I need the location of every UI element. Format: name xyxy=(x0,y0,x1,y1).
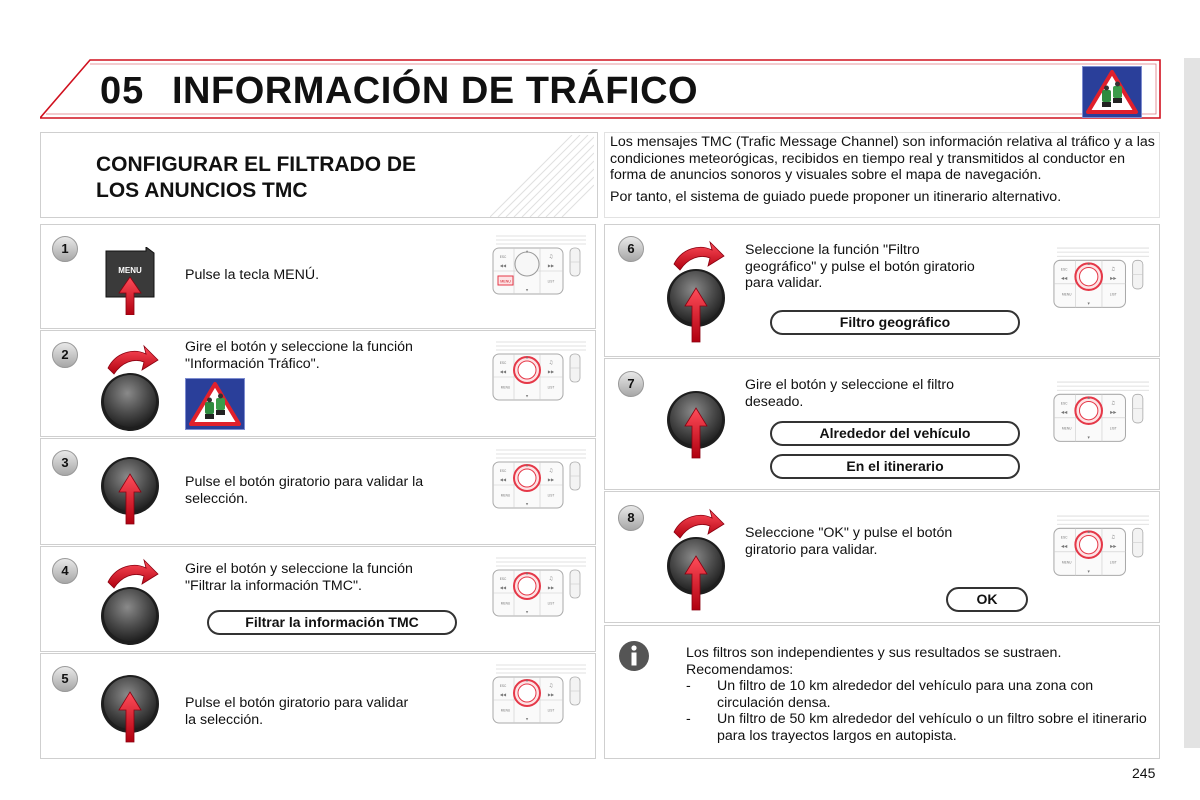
step-number-badge: 3 xyxy=(52,450,78,476)
menu-key-icon xyxy=(104,247,156,315)
svg-text:▲: ▲ xyxy=(525,678,529,682)
svg-text:▶▶: ▶▶ xyxy=(547,263,555,268)
panel-list-label: LIST xyxy=(1109,426,1117,431)
panel-esc-label: ESC xyxy=(1060,267,1068,272)
svg-text:♫: ♫ xyxy=(1110,534,1116,541)
intro-text xyxy=(610,134,1155,205)
svg-text:▼: ▼ xyxy=(1087,569,1090,574)
panel-esc-label: ESC xyxy=(499,684,507,688)
step-number-badge: 2 xyxy=(52,342,78,368)
rotary-knob-icon xyxy=(100,340,164,438)
section-title-line1: CONFIGURAR EL FILTRADO DE xyxy=(96,153,417,176)
info-text xyxy=(686,645,1156,744)
recommendation-item: - Un filtro de 10 km alrededor del vehículo para una zona con circulación densa. xyxy=(686,678,1156,711)
svg-text:▼: ▼ xyxy=(525,288,529,292)
panel-list-label: LIST xyxy=(1109,560,1117,565)
step-6-text xyxy=(745,242,1035,292)
rotary-knob-rotate-press-icon xyxy=(666,504,730,614)
svg-text:▶▶: ▶▶ xyxy=(1110,409,1117,415)
rotary-knob-rotate-press-icon xyxy=(666,236,730,346)
control-panel xyxy=(490,340,592,430)
radio-panel-illustration xyxy=(1050,380,1156,472)
panel-list-label: LIST xyxy=(547,493,555,498)
step-6-line1: Seleccione la función "Filtro xyxy=(745,242,920,258)
svg-text:▶▶: ▶▶ xyxy=(547,369,555,374)
svg-text:◀◀: ◀◀ xyxy=(1061,543,1068,549)
section-title-line2: LOS ANUNCIOS TMC xyxy=(96,179,308,202)
svg-text:▲: ▲ xyxy=(525,249,529,253)
control-panel xyxy=(490,556,592,646)
panel-esc-label: ESC xyxy=(1060,401,1068,406)
option-alrededor-del-vehiculo[interactable]: Alrededor del vehículo xyxy=(770,421,1020,446)
panel-esc-label: ESC xyxy=(499,255,507,259)
chapter-number: 05 xyxy=(100,70,145,112)
radio-panel-illustration xyxy=(1050,514,1156,606)
panel-esc-label: ESC xyxy=(499,469,507,473)
step-1-text: Pulse la tecla MENÚ. xyxy=(185,267,320,283)
svg-text:◀◀: ◀◀ xyxy=(499,263,507,268)
rotary-knob-press-icon xyxy=(666,388,730,460)
step-4-line2: "Filtrar la información TMC". xyxy=(185,577,362,594)
step-5-line2: la selección. xyxy=(185,711,264,728)
panel-menu-label: MENU xyxy=(500,279,511,284)
option-filtrar-informacion-tmc[interactable]: Filtrar la información TMC xyxy=(207,610,457,635)
step-7-text xyxy=(745,377,1035,410)
step-number-badge: 8 xyxy=(618,505,644,531)
rotary-knob-press-icon xyxy=(100,672,164,744)
svg-text:▶▶: ▶▶ xyxy=(1110,543,1117,549)
info-line1: Los filtros son independientes y sus resultados se sustraen. xyxy=(686,645,1062,661)
step-number-badge: 1 xyxy=(52,236,78,262)
step-number-badge: 6 xyxy=(618,236,644,262)
panel-esc-label: ESC xyxy=(1060,535,1068,540)
chapter-side-tab xyxy=(1184,58,1200,748)
svg-text:♫: ♫ xyxy=(548,468,554,474)
svg-text:▲: ▲ xyxy=(525,355,529,359)
info-icon xyxy=(618,640,650,672)
intro-paragraph-1: Los mensajes TMC (Trafic Message Channel) son información relativa al tráfico y a las condiciones meteorógicas, recibidos en tiempo real y transmitidos al conductor en forma de anuncios sonoros y visuales sobre el mapa de navegación. xyxy=(610,134,1155,183)
menu-key-label: MENU xyxy=(118,266,142,275)
panel-menu-label: MENU xyxy=(500,601,511,606)
svg-text:♫: ♫ xyxy=(548,360,554,366)
svg-text:▶▶: ▶▶ xyxy=(1110,275,1117,281)
step-8-line1: Seleccione "OK" y pulse el botón xyxy=(745,525,953,541)
panel-esc-label: ESC xyxy=(499,577,507,581)
panel-menu-label: MENU xyxy=(500,493,511,498)
chapter-title: INFORMACIÓN DE TRÁFICO xyxy=(172,70,699,112)
svg-text:◀◀: ◀◀ xyxy=(1061,409,1068,415)
traffic-info-icon xyxy=(185,378,245,430)
control-panel xyxy=(1050,380,1156,472)
step-8-line2: giratorio para validar. xyxy=(745,541,878,558)
svg-text:▶▶: ▶▶ xyxy=(547,692,555,697)
step-number-badge: 4 xyxy=(52,558,78,584)
intro-paragraph-2: Por tanto, el sistema de guiado puede proponer un itinerario alternativo. xyxy=(610,188,1062,205)
step-3-line1: Pulse el botón giratorio para validar la xyxy=(185,474,424,490)
step-2-line1: Gire el botón y seleccione la función xyxy=(185,339,413,355)
svg-text:♫: ♫ xyxy=(1110,266,1116,273)
step-7-line1: Gire el botón y seleccione el filtro xyxy=(745,377,954,393)
panel-menu-label: MENU xyxy=(500,385,511,390)
radio-panel-illustration xyxy=(490,448,592,538)
step-5-line1: Pulse el botón giratorio para validar xyxy=(185,695,409,711)
step-8-text xyxy=(745,525,1035,558)
panel-list-label: LIST xyxy=(547,279,555,284)
svg-text:▼: ▼ xyxy=(525,394,529,398)
info-line2: Recomendamos: xyxy=(686,661,794,678)
option-filtro-geografico[interactable]: Filtro geográfico xyxy=(770,310,1020,335)
option-en-el-itinerario[interactable]: En el itinerario xyxy=(770,454,1020,479)
radio-panel-illustration xyxy=(490,663,592,753)
step-3-line2: selección. xyxy=(185,490,249,507)
step-6-line3: para validar. xyxy=(745,275,823,291)
panel-menu-label: MENU xyxy=(1061,292,1072,297)
step-number-badge: 7 xyxy=(618,371,644,397)
svg-text:♫: ♫ xyxy=(1110,400,1116,407)
svg-text:▼: ▼ xyxy=(1087,301,1090,306)
svg-text:▲: ▲ xyxy=(525,571,529,575)
svg-text:◀◀: ◀◀ xyxy=(499,692,507,697)
step-6-line2: geográfico" y pulse el botón giratorio xyxy=(745,258,975,275)
recommendation-item: - Un filtro de 50 km alrededor del vehículo o un filtro sobre el itinerario para los trayectos largos en autopista. xyxy=(686,711,1156,744)
svg-text:◀◀: ◀◀ xyxy=(499,369,507,374)
control-panel xyxy=(1050,246,1156,338)
radio-panel-illustration xyxy=(490,556,592,646)
control-panel xyxy=(490,448,592,538)
svg-text:▼: ▼ xyxy=(525,610,529,614)
recommendation-list xyxy=(686,678,1156,744)
panel-list-label: LIST xyxy=(547,708,555,713)
svg-text:▼: ▼ xyxy=(1087,435,1090,440)
panel-list-label: LIST xyxy=(1109,292,1117,297)
svg-text:♫: ♫ xyxy=(548,683,554,689)
step-7-line2: deseado. xyxy=(745,393,804,410)
radio-panel-illustration xyxy=(490,234,592,324)
rotary-knob-icon xyxy=(100,554,164,652)
step-2-text xyxy=(185,339,475,372)
svg-text:▶▶: ▶▶ xyxy=(547,585,555,590)
step-2-line2: "Información Tráfico". xyxy=(185,355,320,372)
rotary-knob-press-icon xyxy=(100,454,164,526)
svg-text:◀◀: ◀◀ xyxy=(1061,275,1068,281)
traffic-warning-icon xyxy=(1082,66,1142,118)
svg-text:▲: ▲ xyxy=(525,463,529,467)
svg-text:♫: ♫ xyxy=(548,254,554,260)
panel-list-label: LIST xyxy=(547,385,555,390)
panel-esc-label: ESC xyxy=(499,361,507,365)
svg-text:▶▶: ▶▶ xyxy=(547,477,555,482)
svg-text:◀◀: ◀◀ xyxy=(499,477,507,482)
svg-text:▲: ▲ xyxy=(1087,261,1090,266)
step-5-text xyxy=(185,695,475,728)
svg-text:◀◀: ◀◀ xyxy=(499,585,507,590)
ok-button[interactable]: OK xyxy=(946,587,1028,612)
step-4-text xyxy=(185,561,475,594)
svg-text:▼: ▼ xyxy=(525,717,529,721)
control-panel xyxy=(1050,514,1156,606)
decorative-stripes xyxy=(490,135,594,217)
section-title xyxy=(96,152,416,204)
step-3-text xyxy=(185,474,475,507)
radio-panel-illustration xyxy=(1050,246,1156,338)
svg-text:▲: ▲ xyxy=(1087,529,1090,534)
control-panel xyxy=(490,234,592,324)
svg-text:♫: ♫ xyxy=(548,576,554,582)
panel-list-label: LIST xyxy=(547,601,555,606)
svg-text:▲: ▲ xyxy=(1087,395,1090,400)
step-4-line1: Gire el botón y seleccione la función xyxy=(185,561,413,577)
step-number-badge: 5 xyxy=(52,666,78,692)
panel-menu-label: MENU xyxy=(1061,426,1072,431)
radio-panel-illustration xyxy=(490,340,592,430)
svg-text:▼: ▼ xyxy=(525,502,529,506)
panel-menu-label: MENU xyxy=(1061,560,1072,565)
page-number: 245 xyxy=(1132,765,1156,781)
panel-menu-label: MENU xyxy=(500,708,511,713)
control-panel xyxy=(490,663,592,753)
